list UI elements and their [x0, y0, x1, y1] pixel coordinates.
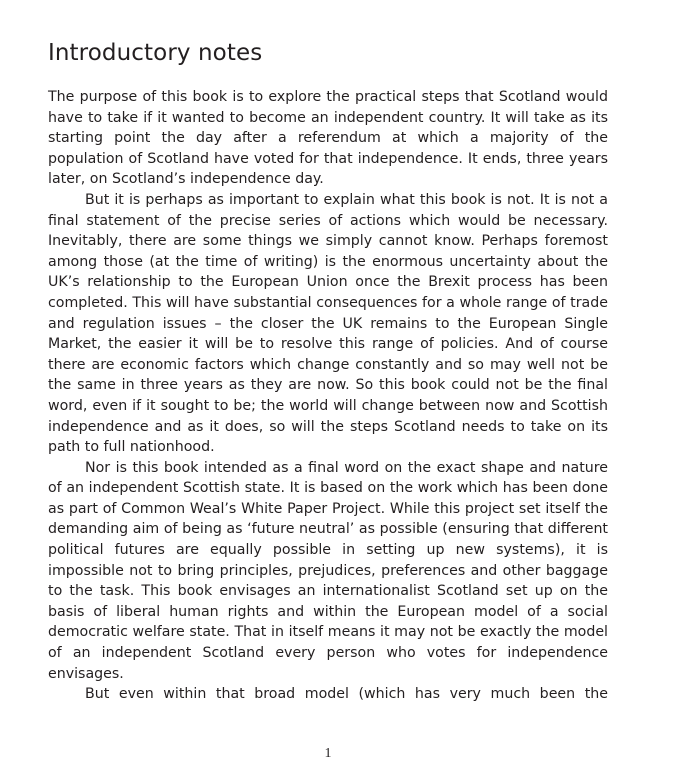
paragraph-4: But even within that broad model (which has very much been the — [85, 686, 608, 703]
paragraph-2: But it is perhaps as important to explain what this book is not. It is not a final statement of the precise series of actions which would be necessary. Inevitably, there are some things we simply cannot know. Perhaps foremost among those (at the time of writing) is the enormous uncertainty about the UK’s relationship to the European Union once the Brexit process has been completed. This will have substantial consequences for a whole range of trade and regulation issues – the closer the UK remains to the European Single Market, the easier it will be to resolve this range of policies. And of course there are economic factors which change constantly and so may well not be the same in three years as they are now. So this book could not be the final word, even if it sought to be; the world will change between now and Scottish independence and as it does, so will the steps Scotland needs to take on its path to full nationhood. — [48, 191, 608, 456]
page-number: 1 — [324, 746, 332, 761]
paragraph-3: Nor is this book intended as a final word on the exact shape and nature of an independent Scottish state. It is based on the work which has been done as part of Common Weal’s White Paper Project. While this project set itself the demanding aim of being as ‘future neutral’ as possible (ensuring that different political futures are equally possible in setting up new systems), it is impossible not to bring principles, prejudices, preferences and other baggage to the task. This book envisages an internationalist Scotland set up on the basis of liberal human rights and within the European model of a social democratic welfare state. That in itself means it may not be exactly the model of an independent Scotland every person who votes for independence envisages. — [48, 459, 608, 682]
paragraph-1: The purpose of this book is to explore the practical steps that Scotland would have to take if it wanted to become an independent country. It will take as its starting point the day after a referendum at which a majority of the population of Scotland have voted for that independence. It ends, three years later, on Scotland’s independence day. — [48, 89, 608, 188]
chapter-heading: Introductory notes — [48, 40, 263, 66]
body-text — [48, 87, 608, 705]
